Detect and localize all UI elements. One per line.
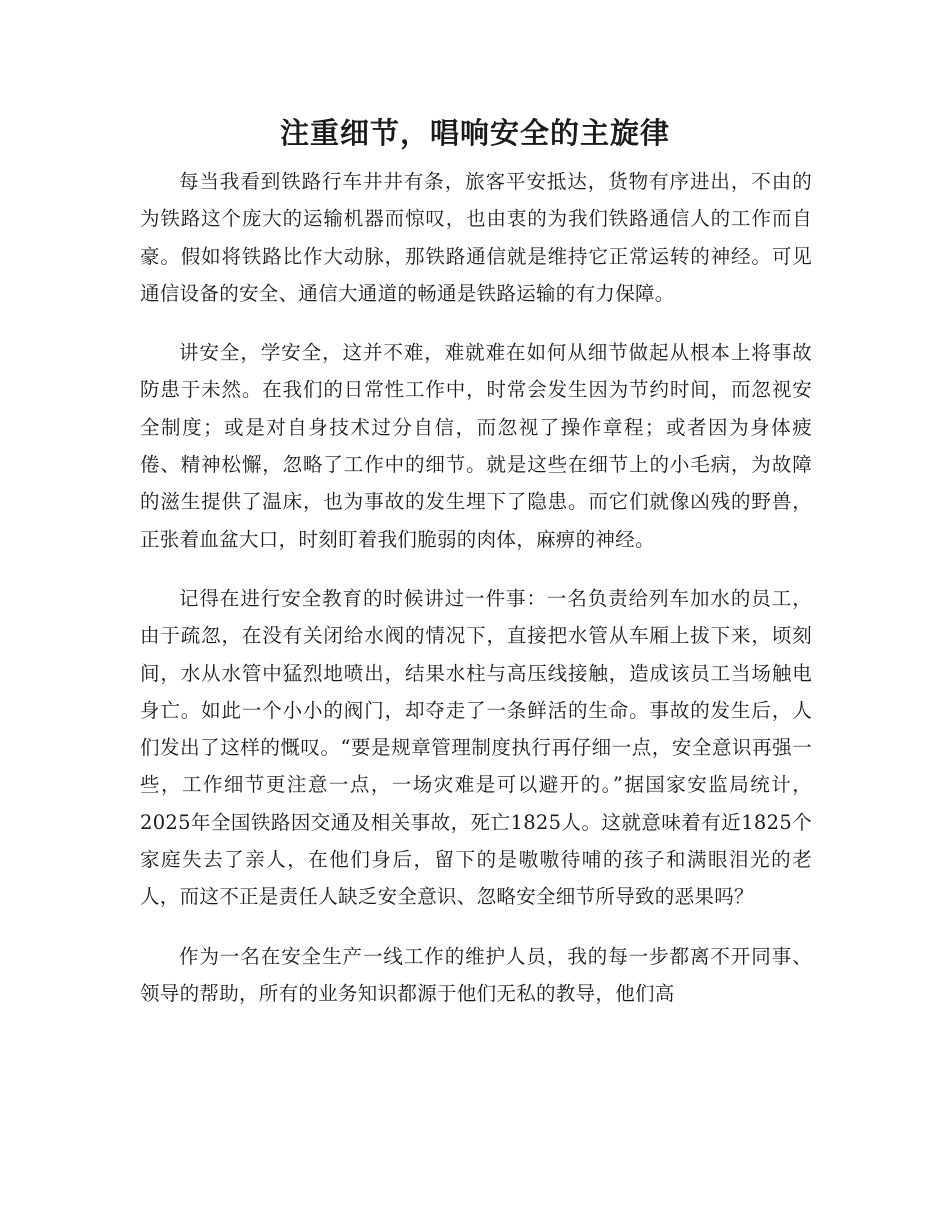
paragraph-2: 讲安全，学安全，这并不难，难就难在如何从细节做起从根本上将事故防患于未然。在我们的日常性工作中，时常会发生因为节约时间，而忽视安全制度；或是对自身技术过分自信，而忽视了操作章程；或者因为身体疲倦、精神松懈，忽略了工作中的细节。就是这些在细节上的小毛病，为故障的滋生提供了温床，也为事故的发生埋下了隐患。而它们就像凶残的野兽，正张着血盆大口，时刻盯着我们脆弱的肉体，麻痹的神经。 xyxy=(140,341,812,551)
paragraph-1: 每当我看到铁路行车井井有条，旅客平安抵达，货物有序进出，不由的为铁路这个庞大的运输机器而惊叹，也由衷的为我们铁路通信人的工作而自豪。假如将铁路比作大动脉，那铁路通信就是维持它正常运转的神经。可见通信设备的安全、通信大通道的畅通是铁路运输的有力保障。 xyxy=(140,170,812,305)
paragraph-4: 作为一名在安全生产一线工作的维护人员，我的每一步都离不开同事、领导的帮助，所有的业务知识都源于他们无私的教导，他们高 xyxy=(140,944,812,1005)
document-title: 注重细节，唱响安全的主旋律 xyxy=(279,116,670,150)
document-body xyxy=(140,163,812,1034)
paragraph-3: 记得在进行安全教育的时候讲过一件事：一名负责给列车加水的员工，由于疏忽，在没有关闭给水阀的情况下，直接把水管从车厢上拔下来，顷刻间，水从水管中猛烈地喷出，结果水柱与高压线接触，造成该员工当场触电身亡。如此一个小小的阀门，却夺走了一条鲜活的生命。事故的发生后，人们发出了这样的慨叹。“要是规章管理制度执行再仔细一点，安全意识再强一些，工作细节更注意一点，一场灾难是可以避开的。”据国家安监局统计，2025年全国铁路因交通及相关事故，死亡1825人。这就意味着有近1825个家庭失去了亲人，在他们身后，留下的是嗷嗷待哺的孩子和满眼泪光的老人，而这不正是责任人缺乏安全意识、忽略安全细节所导致的恶果吗？ xyxy=(140,586,812,909)
